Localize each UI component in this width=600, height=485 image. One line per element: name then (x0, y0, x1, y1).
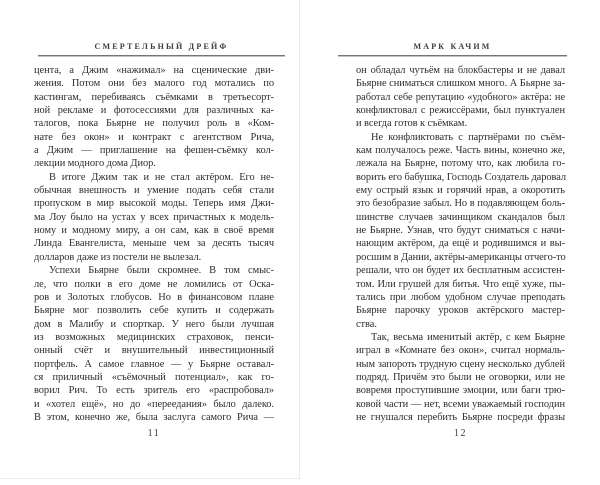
text-line: долларов даже из постели не вылезал. (34, 251, 202, 263)
text-line: обычная внешность и умение подать себя стали (34, 185, 274, 197)
text-line: ному и модному миру, а он сам, как в своё время (34, 225, 274, 237)
text-line: ковой части — нет, всеми уважаемый господин (356, 398, 565, 410)
text-line: из возможных медицинских страховок, пенси- (34, 331, 274, 343)
text-line: кастингам, перебиваясь съёмками в третьесорт- (34, 91, 274, 103)
text-line: онный счёт и внушительный инвестиционный (34, 345, 274, 357)
text-line: Бьярне мог позволить себе купить и содержать (34, 305, 274, 317)
text-line: играл в «Комнате без окон», считал нормаль- (356, 345, 565, 357)
left-page-text (34, 64, 274, 424)
text-line: ворил Рич. То есть зритель его «распробовал» (34, 385, 274, 397)
page-number: 11 (147, 428, 161, 439)
text-line: он обладал чутьём на блокбастеры и не давал (356, 65, 565, 76)
text-line: ему острый язык и горячий нрав, а окоротить (356, 185, 565, 197)
text-line: не гнушался перебить Бьярне посреди фразы (356, 411, 565, 423)
text-line: дом в Малибу и спорткар. У него были лучшая (34, 318, 274, 330)
text-line: том. Или грушей для битья. Что ещё хуже, пы- (356, 278, 565, 290)
text-line: ства. (356, 318, 377, 330)
text-line: лекции модного дома Диор. (34, 158, 156, 170)
text-line: пропуском в мир высокой моды. Теперь имя Джи- (34, 198, 274, 210)
header-rule (338, 55, 567, 57)
text-line: нате без окон» и контракт с агентством Рича, (34, 131, 274, 143)
text-line: Линда Евангелиста, меньше чем за десять тысяч (34, 238, 274, 250)
page-gutter-divider (299, 0, 300, 480)
text-line: это безобразие забыл. Но в подавляющем боль- (356, 198, 565, 210)
running-header-author-name: МАРК КАЧИМ (413, 42, 492, 51)
page-number: 12 (454, 428, 467, 439)
text-line: росшим в Дании, актёры-американцы отчего-то (356, 251, 566, 263)
left-page-edge (0, 478, 300, 479)
right-page (300, 0, 600, 485)
text-line: конфликтовал с режиссёрами, был пунктуален (356, 105, 565, 117)
text-line: шинстве случаев зачинщиком скандалов был (356, 211, 565, 223)
text-line: вовремя проступившие эмоции, или баги трю- (356, 385, 565, 397)
text-line: решали, что он будет их бесплатным ассистен- (356, 265, 565, 277)
text-line: ров и Золотых глобусов. Но в финансовом плане (34, 291, 274, 303)
text-line: Успехи Бьярне были скромнее. В том смыс- (49, 265, 274, 277)
text-line: Бьярне сниматься слишком много. А Бьярне за- (356, 78, 565, 90)
text-line: В этом, конечно же, была заслуга самого Рича — (34, 411, 274, 423)
text-line: талогов, пока Бьярне не получил роль в «Ком- (34, 118, 274, 130)
text-line: ма Лоу было на устах у всех причастных к модель- (34, 211, 274, 223)
header-rule (38, 55, 285, 57)
text-line: тались при любом удобном случае преподать (356, 291, 565, 303)
text-line: Бьярне парочку уроков актёрского мастер- (356, 305, 565, 317)
text-line: ле, что полки в его доме не ломились от Оска- (34, 278, 274, 290)
text-line: а Джим — приглашение на фешен-съёмку кол- (34, 145, 274, 157)
right-running-header-block (338, 42, 567, 57)
text-line: ной рекламе и фотосессиями для различных ка- (34, 105, 274, 117)
text-line: Не конфликтовать с партнёрами по съём- (371, 131, 565, 143)
text-line: работал себе репутацию «удобного» актёра: не (356, 91, 565, 103)
running-header-book-title: СМЕРТЕЛЬНЫЙ ДРЕЙФ (94, 42, 229, 51)
text-line: цента, а Джим «нажимал» на сценические дви- (34, 65, 274, 76)
text-line: и всегда готов к съёмкам. (356, 118, 468, 130)
left-running-header-block (38, 42, 285, 57)
text-line: лежала на Бьярне, потому что, как любила го- (356, 158, 565, 170)
text-line: кам получалось реже. Часть вины, конечно же, (356, 145, 565, 157)
text-line: жения. Потом они без малого год мотались по (34, 78, 274, 90)
text-line: ворить его бабушка, Господь Создатель даровал (356, 171, 567, 183)
text-line: подряд. Причём это были не оговорки, или не (356, 371, 565, 383)
text-line: В итоге Джим так и не стал актёром. Его не- (49, 171, 274, 183)
text-line: не Бьярне. Узнав, что будут сниматься с начи- (356, 225, 565, 237)
right-page-text (356, 64, 565, 424)
text-line: портфель. А самое главное — у Бьярне оставал- (34, 358, 274, 370)
text-line: ным запороть трудную сцену несколько дублей (356, 358, 565, 370)
text-line: Так, весьма именитый актёр, с кем Бьярне (371, 331, 565, 343)
text-line: нающим актёром, да ещё и родившимся и вы- (356, 238, 565, 250)
text-line: ся приличный «съёмочный потенциал», как го- (34, 371, 274, 383)
text-line: и «хотел ещё», но до «переедания» было далеко. (34, 398, 274, 410)
